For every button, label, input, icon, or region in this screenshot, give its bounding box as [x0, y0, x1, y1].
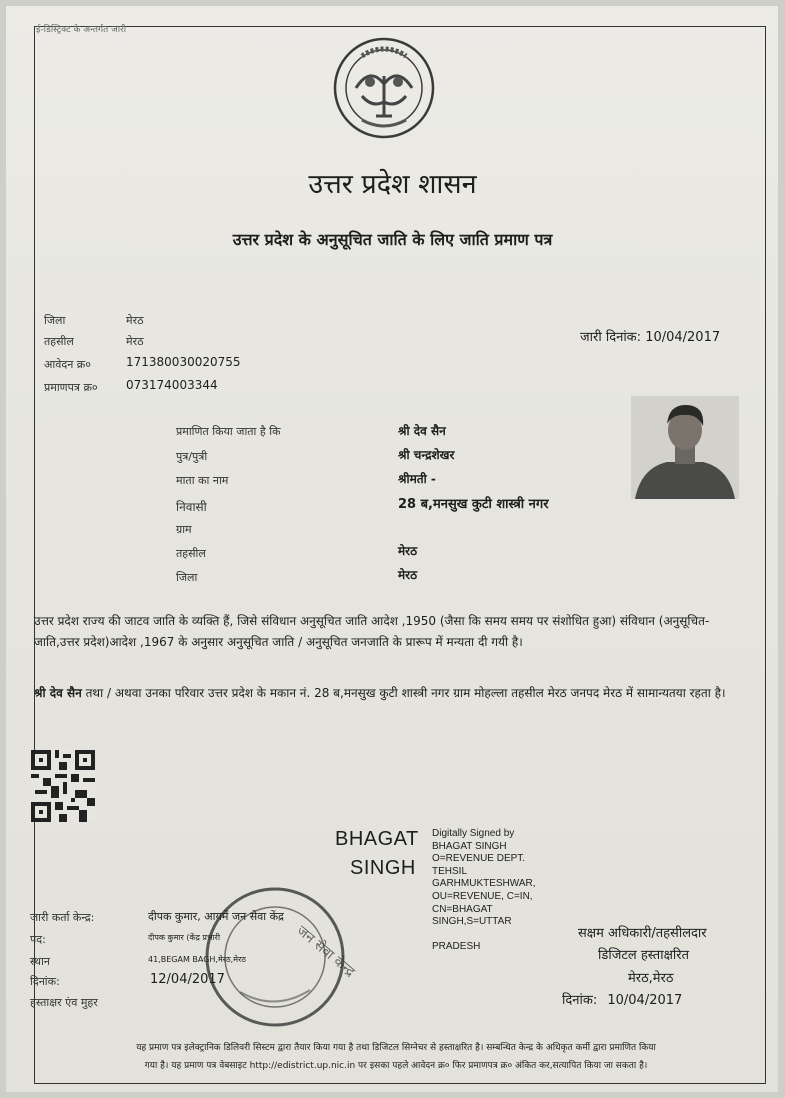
signer-name-line1: BHAGAT [335, 828, 419, 850]
caste-paragraph: उत्तर प्रदेश राज्य की जाटव जाति के व्यक्ति हैं, जिसे संविधान अनुसूचित जाति आदेश ,1950 (जैसा कि समय समय पर संशोधित हुआ) संविधान (अनुसूचित-जाति,उत्तर प्रदेश)आदेश ,1967 के अनुसार अनुसूचित जाति / अनुसूचित जनजाति के प्रारूप में मन्यता दी गयी है। [34, 614, 710, 649]
certificate-label: प्रमाणपत्र क्र० [44, 381, 98, 394]
authority-date-value: 10/04/2017 [607, 993, 683, 1008]
detail-value-name: श्री देव सैन [398, 424, 446, 438]
issuer-place-label: स्थान [30, 955, 51, 968]
signature-line: TEHSIL [432, 865, 468, 877]
signature-line [432, 929, 536, 942]
authority-place: मेरठ,मेरठ [628, 971, 674, 986]
residence-paragraph [34, 683, 754, 704]
stamp-text: जन सेवा केन्द्र [293, 922, 358, 981]
detail-label-son-of: पुत्र/पुत्री [176, 450, 208, 463]
signature-line: BHAGAT SINGH [432, 840, 507, 852]
detail-label-resident: निवासी [176, 500, 207, 514]
authority-digital-signed: डिजिटल हस्ताक्षरित [598, 948, 689, 963]
issuer-sign-label: हस्ताक्षर एंव मुहर [30, 996, 98, 1009]
issuer-date-label: दिनांक: [30, 975, 60, 988]
issuer-center-value: दीपक कुमार, आयमें जन सेवा केंद्र [148, 910, 284, 923]
applicant-photo [631, 396, 739, 499]
application-label: आवेदन क्र० [44, 358, 91, 371]
residence-name: श्री देव सैन [34, 686, 82, 700]
district-value: मेरठ [126, 314, 144, 327]
detail-label-certified: प्रमाणित किया जाता है कि [176, 425, 281, 438]
signature-line: GARHMUKTESHWAR, [432, 878, 536, 890]
detail-label-village: ग्राम [176, 523, 192, 536]
detail-value-father: श्री चन्द्रशेखर [398, 448, 455, 462]
authority-date-label: दिनांक: [562, 993, 598, 1008]
detail-value-address: 28 ब,मनसुख कुटी शास्त्री नगर [398, 497, 549, 512]
digital-signature-details [432, 828, 536, 954]
authority-title: सक्षम अधिकारी/तहसीलदार [578, 926, 707, 941]
signature-line: OU=REVENUE, C=IN, [432, 890, 533, 902]
issuer-post-label: पद: [30, 933, 46, 946]
issuer-center-label: जारी कर्ता केन्द्र: [30, 911, 95, 924]
top-note: ई-डिस्ट्रिक्ट के अन्तर्गत जारी [36, 25, 127, 35]
issue-date-value: 10/04/2017 [645, 330, 721, 345]
detail-value-district: मेरठ [398, 568, 418, 582]
detail-value-tehsil: मेरठ [398, 544, 418, 558]
state-emblem-logo [332, 36, 436, 140]
residence-text: तथा / अथवा उनका परिवार उत्तर प्रदेश के मकान नं. 28 ब,मनसुख कुटी शास्त्री नगर ग्राम मोहल्ला तहसील मेरठ जनपद मेरठ में सामान्यतया रहता है। [81, 686, 726, 700]
issuer-post-value: दीपक कुमार (केंद्र प्रभारी [148, 933, 221, 942]
document-title: उत्तर प्रदेश शासन [308, 169, 477, 200]
issuer-place-value: 41,BEGAM BAGH,मेरठ,मेरठ [148, 955, 246, 964]
detail-label-mother: माता का नाम [176, 474, 229, 487]
certificate-number: 073174003344 [126, 378, 218, 392]
qr-code-icon [31, 750, 95, 822]
issue-date-label: जारी दिनांक: [580, 330, 642, 345]
signature-line: SINGH,S=UTTAR [432, 916, 512, 928]
footer-line-2: गया है। यह प्रमाण पत्र वेबसाइट http://edistrict.up.nic.in पर इसका पहले आवेदन क्र० फिर प्रमाणपत्र क्र० अंकित कर,सत्यापित किया जा सकता है। [144, 1061, 648, 1071]
footer-line-1: यह प्रमाण पत्र इलेक्ट्रानिक डिलिवरी सिस्टम द्वारा तैयार किया गया है तथा डिजिटल सिग्नेचर से हस्ताक्षरित है। सम्बन्धित केन्द्र के अधिकृत कर्मी द्वारा प्रमाणित किया [136, 1043, 656, 1053]
tehsil-label: तहसील [44, 335, 74, 348]
issuer-date-value: 12/04/2017 [150, 972, 225, 987]
person-photo-icon [631, 396, 739, 499]
signature-line: CN=BHAGAT [432, 903, 493, 915]
authority-date [562, 990, 682, 1008]
signer-name-line2: SINGH [350, 857, 416, 879]
issue-date [580, 327, 720, 345]
tehsil-value: मेरठ [126, 335, 144, 348]
signature-line: PRADESH [432, 941, 481, 953]
detail-label-tehsil: तहसील [176, 547, 206, 560]
application-number: 171380030020755 [126, 355, 241, 369]
rubber-stamp-logo [200, 882, 358, 1032]
signature-line: Digitally Signed by [432, 828, 515, 839]
signature-line: O=REVENUE DEPT. [432, 853, 526, 865]
detail-label-district: जिला [176, 571, 198, 584]
document-subtitle: उत्तर प्रदेश के अनुसूचित जाति के लिए जाति प्रमाण पत्र [232, 230, 553, 249]
detail-value-mother: श्रीमती - [398, 472, 436, 486]
district-label: जिला [44, 314, 66, 327]
